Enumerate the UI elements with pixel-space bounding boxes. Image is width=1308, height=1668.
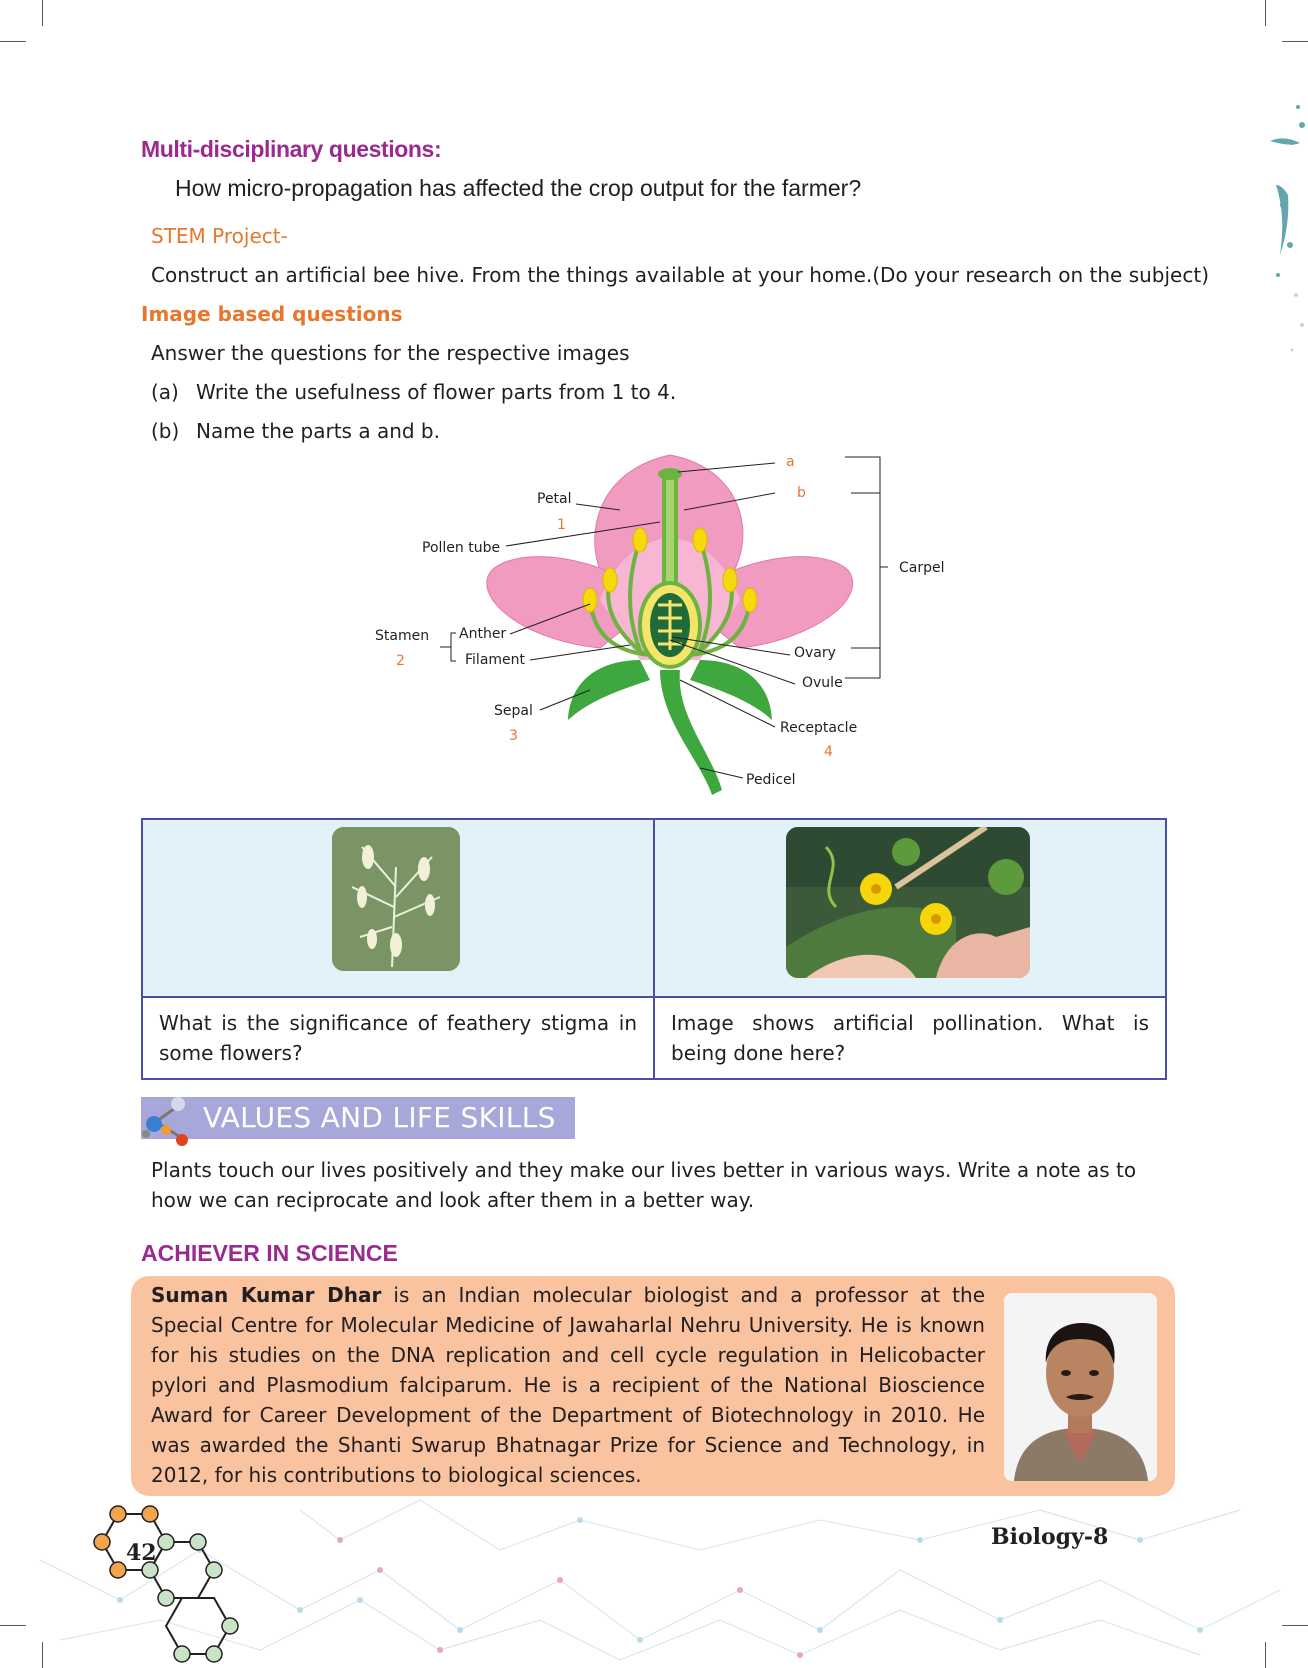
pedicel-stem: [660, 670, 722, 795]
label-pedicel: Pedicel: [746, 772, 796, 788]
sepal-left: [568, 660, 650, 720]
multidisciplinary-heading: Multi-disciplinary questions:: [141, 136, 442, 162]
flower-diagram: [360, 440, 960, 810]
achiever-bio: is an Indian molecular biologist and a professor at the Special Centre for Molecular Medicine of Jawaharlal Nehru University. He is known for his studies on the DNA replication and cell cycle regulation in Helicobacter pylori and Plasmodium falciparum. He is a recipient of the National Bioscience Award for Career Development of the Department of Biotechnology in 2010. He was awarded the Shanti Swarup Bhatnagar Prize for Science and Technology, in 2012, for his contributions to biological sciences.: [151, 1283, 985, 1487]
stigma: [658, 468, 682, 480]
molecule-icon: [138, 1092, 194, 1148]
question-a-label: (a): [151, 380, 179, 404]
achiever-name: Suman Kumar Dhar: [151, 1283, 382, 1307]
label-sepal: Sepal: [494, 703, 533, 719]
stem-heading: STEM Project-: [151, 224, 288, 248]
multidisciplinary-question: How micro-propagation has affected the crop output for the farmer?: [175, 175, 862, 201]
decorative-splash-icon: [1262, 95, 1308, 355]
label-3: 3: [509, 728, 518, 744]
stem-text: Construct an artificial bee hive. From the things available at your home.(Do your research on the subject): [151, 263, 1209, 287]
label-filament: Filament: [465, 652, 526, 668]
label-petal: Petal: [537, 491, 572, 507]
label-receptacle: Receptacle: [780, 720, 858, 736]
label-anther: Anther: [459, 626, 507, 642]
label-ovary: Ovary: [794, 645, 836, 661]
label-stamen: Stamen: [375, 628, 430, 644]
question-a-text: Write the usefulness of flower parts from 1 to 4.: [196, 380, 677, 404]
image-based-instruction: Answer the questions for the respective images: [151, 341, 630, 365]
sepal-right: [690, 660, 772, 720]
label-4: 4: [824, 744, 833, 760]
feathery-stigma-photo: [332, 827, 460, 971]
book-title: Biology-8: [991, 1524, 1109, 1550]
label-a: a: [786, 454, 795, 470]
achiever-text: [151, 1280, 985, 1490]
label-2: 2: [396, 653, 405, 669]
image-based-heading: Image based questions: [141, 302, 403, 326]
label-1: 1: [557, 517, 566, 533]
molecular-network-decoration: [0, 1480, 1308, 1668]
question-artificial-pollination: Image shows artificial pollination. What is being done here?: [654, 997, 1166, 1079]
values-text: Plants touch our lives positively and they make our lives better in various ways. Write a note as to how we can reciprocate and look after them in a better way.: [151, 1158, 1137, 1212]
crop-mark: [0, 41, 26, 42]
achiever-portrait: [1004, 1293, 1157, 1481]
crop-mark: [42, 0, 43, 26]
question-feathery-stigma: What is the significance of feathery stigma in some flowers?: [142, 997, 654, 1079]
label-pollen-tube: Pollen tube: [422, 540, 501, 556]
question-b-label: (b): [151, 419, 180, 443]
label-carpel: Carpel: [899, 560, 945, 576]
values-heading: VALUES AND LIFE SKILLS: [203, 1101, 556, 1134]
label-ovule: Ovule: [802, 675, 843, 691]
crop-mark: [1282, 41, 1308, 42]
achiever-heading: ACHIEVER IN SCIENCE: [141, 1240, 398, 1266]
question-b-text: Name the parts a and b.: [196, 419, 440, 443]
artificial-pollination-photo: [786, 827, 1030, 978]
crop-mark: [1265, 0, 1266, 26]
question-a: [151, 380, 676, 404]
label-b: b: [797, 485, 806, 501]
page-number: 42: [126, 1540, 157, 1566]
